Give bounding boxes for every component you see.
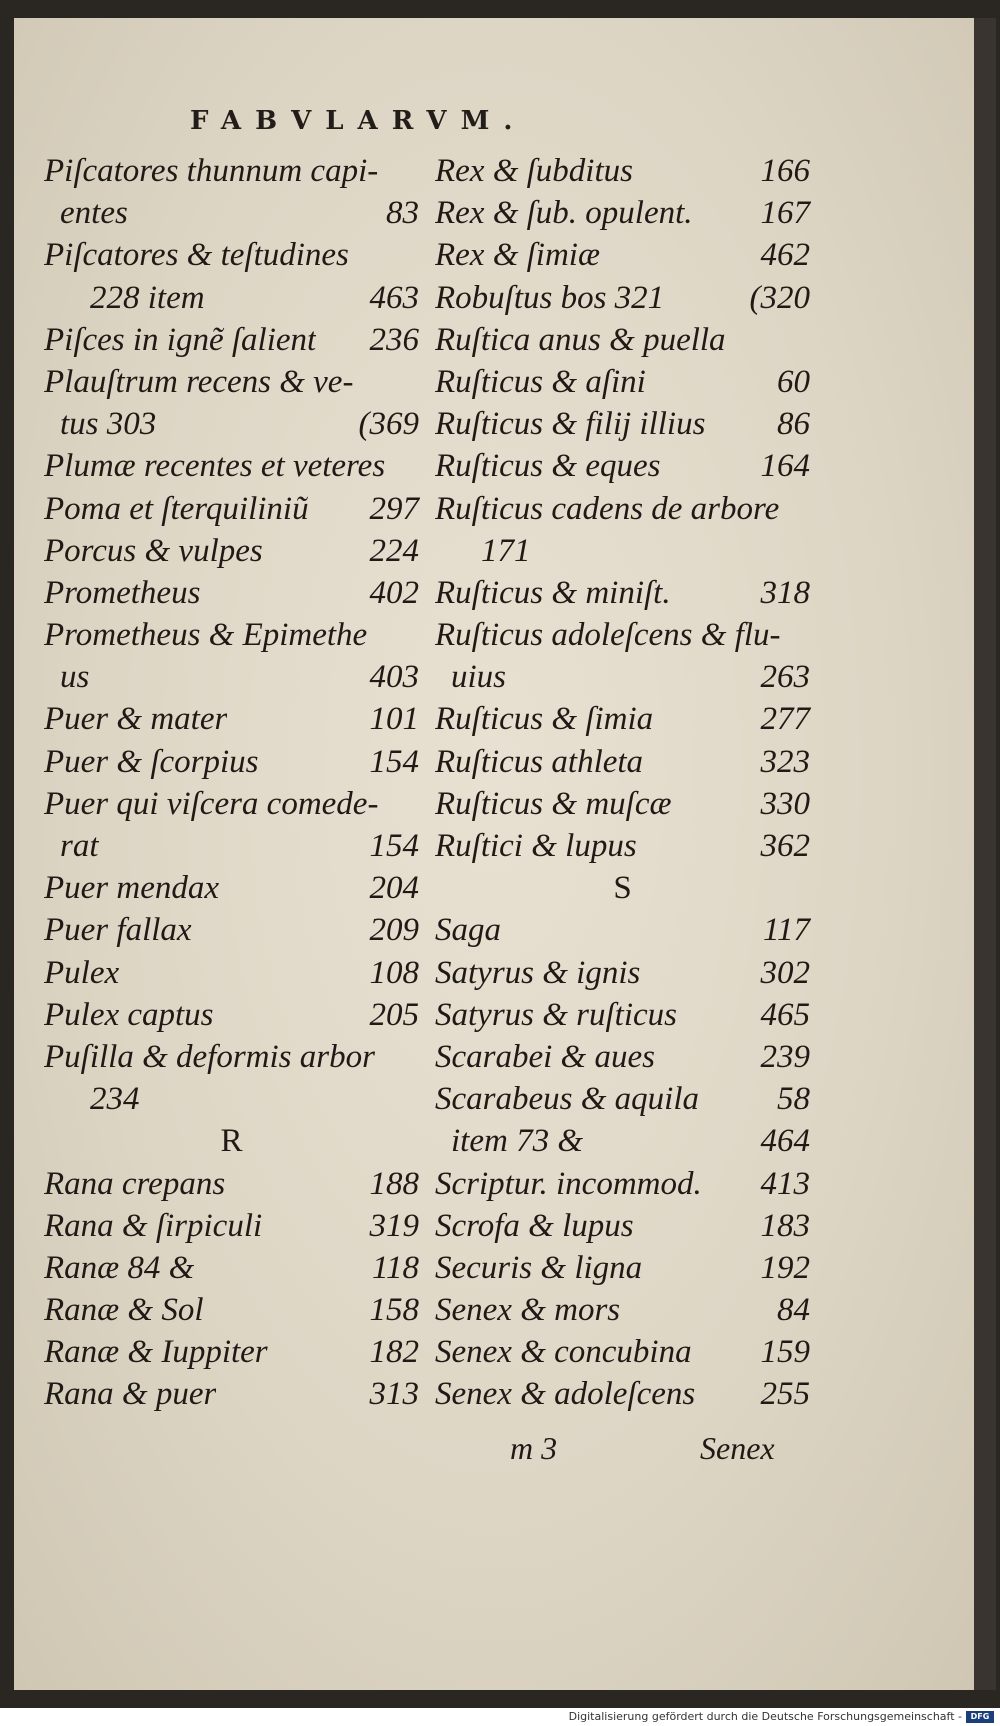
signature-mark: m 3 bbox=[510, 1430, 558, 1466]
catchword: Senex bbox=[700, 1430, 775, 1466]
entry-page-number: 204 bbox=[369, 870, 419, 907]
entry-text: Rex & ſubditus bbox=[435, 153, 633, 189]
index-entry bbox=[44, 445, 419, 487]
entry-page-number: 108 bbox=[369, 954, 419, 991]
entry-page-number: 192 bbox=[760, 1249, 810, 1286]
entry-text: Porcus & vulpes bbox=[44, 532, 263, 569]
page-header: FABVLARVM. bbox=[190, 106, 527, 136]
entry-page-number: 413 bbox=[760, 1165, 810, 1202]
index-entry bbox=[44, 783, 419, 825]
index-entry bbox=[44, 488, 419, 530]
entry-page-number: 159 bbox=[760, 1334, 810, 1371]
entry-text: Rana & ſirpiculi bbox=[44, 1207, 263, 1244]
digitization-credit bbox=[0, 1708, 1000, 1726]
index-entry bbox=[44, 867, 419, 909]
entry-page-number: 263 bbox=[760, 659, 810, 696]
entry-page-number: (369 bbox=[358, 406, 419, 443]
entry-text: Scrofa & lupus bbox=[435, 1207, 634, 1244]
index-entry bbox=[435, 1247, 810, 1289]
index-entry bbox=[435, 150, 810, 192]
index-entry bbox=[44, 825, 419, 867]
entry-text: Rex & ſub. opulent. bbox=[435, 195, 693, 232]
index-entry bbox=[435, 698, 810, 740]
index-entry bbox=[44, 614, 419, 656]
entry-page-number: 154 bbox=[369, 828, 419, 864]
entry-page-number: 164 bbox=[760, 448, 810, 485]
index-entry bbox=[435, 361, 810, 403]
entry-page-number: 362 bbox=[760, 828, 810, 864]
entry-page-number: 464 bbox=[760, 1123, 810, 1160]
index-entry bbox=[435, 445, 810, 487]
entry-text: Piſcatores & teſtudines bbox=[44, 237, 349, 274]
index-entry bbox=[435, 1331, 810, 1373]
index-entry bbox=[435, 994, 810, 1036]
index-entry bbox=[435, 403, 810, 445]
entry-page-number: 239 bbox=[760, 1038, 810, 1075]
entry-page-number: 330 bbox=[760, 785, 810, 822]
entry-page-number: 182 bbox=[369, 1334, 419, 1371]
entry-page-number: 319 bbox=[369, 1207, 419, 1244]
entry-text: Ranæ 84 & bbox=[44, 1249, 195, 1286]
entry-text: Ruſticus & miniſt. bbox=[435, 574, 671, 611]
entry-text: Poma et ſterquiliniũ bbox=[44, 490, 309, 527]
entry-page-number: 205 bbox=[369, 996, 419, 1033]
entry-text: Piſcatores thunnum capi- bbox=[44, 153, 379, 189]
index-entry bbox=[435, 319, 810, 361]
index-entry bbox=[44, 994, 419, 1036]
index-entry bbox=[435, 741, 810, 783]
entry-page-number: (320 bbox=[749, 279, 810, 316]
index-entry bbox=[435, 1036, 810, 1078]
entry-page-number: 118 bbox=[371, 1249, 419, 1286]
entry-text: Puer & ſcorpius bbox=[44, 743, 259, 780]
entry-text: 171 bbox=[481, 532, 531, 569]
entry-text: Scarabei & aues bbox=[435, 1038, 655, 1075]
index-entry bbox=[44, 1078, 419, 1120]
entry-text: Puer mendax bbox=[44, 870, 220, 907]
entry-text: Pulex bbox=[44, 954, 120, 991]
entry-page-number: 403 bbox=[369, 659, 419, 696]
entry-page-number: 302 bbox=[760, 954, 810, 991]
index-entry bbox=[44, 1331, 419, 1373]
entry-text: Satyrus & ignis bbox=[435, 954, 641, 991]
entry-text: Ruſticus & eques bbox=[435, 448, 661, 485]
entry-text: Puer fallax bbox=[44, 912, 192, 949]
entry-page-number: 101 bbox=[369, 701, 419, 738]
entry-text: Rana & puer bbox=[44, 1376, 217, 1413]
index-entry bbox=[44, 1205, 419, 1247]
entry-text: Puer & mater bbox=[44, 701, 228, 738]
entry-text: 234 bbox=[90, 1081, 140, 1118]
index-column-right bbox=[435, 150, 810, 1416]
entry-page-number: 255 bbox=[760, 1376, 810, 1413]
credit-text: Digitalisierung gefördert durch die Deutsche Forschungsgemeinschaft - bbox=[568, 1710, 962, 1723]
index-entry bbox=[435, 783, 810, 825]
entry-page-number: 166 bbox=[760, 153, 810, 189]
index-entry bbox=[44, 319, 419, 361]
entry-text: Ruſticus & filij illius bbox=[435, 406, 706, 443]
index-entry bbox=[44, 234, 419, 276]
entry-text: Ruſtici & lupus bbox=[435, 828, 637, 864]
dfg-logo: DFG bbox=[966, 1711, 994, 1723]
entry-text: Plauſtrum recens & ve- bbox=[44, 363, 354, 400]
entry-text: Plumæ recentes et veteres bbox=[44, 448, 386, 485]
entry-text: Puer qui viſcera comede- bbox=[44, 785, 379, 822]
entry-text: S bbox=[613, 870, 632, 907]
entry-page-number: 463 bbox=[369, 279, 419, 316]
index-entry bbox=[44, 150, 419, 192]
index-entry bbox=[44, 952, 419, 994]
entry-page-number: 154 bbox=[369, 743, 419, 780]
entry-text: Scriptur. incommod. bbox=[435, 1165, 702, 1202]
entry-text: Prometheus bbox=[44, 574, 201, 611]
index-entry bbox=[435, 656, 810, 698]
index-entry bbox=[435, 909, 810, 951]
entry-page-number: 117 bbox=[762, 912, 810, 949]
entry-text: Rana crepans bbox=[44, 1165, 226, 1202]
entry-text: Ruſticus & ſimia bbox=[435, 701, 654, 738]
index-entry bbox=[435, 614, 810, 656]
entry-page-number: 402 bbox=[369, 574, 419, 611]
entry-text: rat bbox=[60, 828, 99, 864]
entry-text: Pulex captus bbox=[44, 996, 214, 1033]
entry-text: Ruſticus athleta bbox=[435, 743, 644, 780]
index-entry bbox=[435, 1120, 810, 1162]
entry-text: Saga bbox=[435, 912, 501, 949]
entry-text: entes bbox=[60, 195, 128, 232]
index-entry bbox=[435, 530, 810, 572]
index-entry bbox=[435, 1078, 810, 1120]
entry-text: Ruſticus cadens de arbore bbox=[435, 490, 780, 527]
index-entry bbox=[44, 1289, 419, 1331]
index-column-left bbox=[44, 150, 419, 1416]
entry-page-number: 318 bbox=[760, 574, 810, 611]
entry-text: item 73 & bbox=[451, 1123, 583, 1160]
entry-text: Scarabeus & aquila bbox=[435, 1081, 699, 1118]
entry-page-number: 58 bbox=[777, 1081, 810, 1118]
entry-page-number: 462 bbox=[760, 237, 810, 274]
index-entry bbox=[435, 1205, 810, 1247]
index-entry bbox=[44, 1120, 419, 1162]
entry-page-number: 86 bbox=[777, 406, 810, 443]
entry-text: Senex & mors bbox=[435, 1292, 621, 1329]
entry-text: Ruſticus & muſcæ bbox=[435, 785, 672, 822]
entry-text: Satyrus & ruſticus bbox=[435, 996, 678, 1033]
index-entry bbox=[435, 192, 810, 234]
entry-page-number: 224 bbox=[369, 532, 419, 569]
entry-page-number: 313 bbox=[369, 1376, 419, 1413]
entry-text: Ruſticus adoleſcens & flu- bbox=[435, 617, 781, 654]
entry-page-number: 277 bbox=[760, 701, 810, 738]
entry-text: Ruſtica anus & puella bbox=[435, 321, 726, 358]
index-entry bbox=[435, 1163, 810, 1205]
entry-text: tus 303 bbox=[60, 406, 157, 443]
index-entry bbox=[44, 698, 419, 740]
entry-page-number: 84 bbox=[777, 1292, 810, 1329]
entry-text: Senex & concubina bbox=[435, 1334, 692, 1371]
index-entry bbox=[44, 192, 419, 234]
entry-text: Puſilla & deformis arbor bbox=[44, 1038, 375, 1075]
index-entry bbox=[435, 488, 810, 530]
index-entry bbox=[44, 530, 419, 572]
entry-page-number: 465 bbox=[760, 996, 810, 1033]
index-entry bbox=[44, 1163, 419, 1205]
index-entry bbox=[44, 1247, 419, 1289]
entry-page-number: 167 bbox=[760, 195, 810, 232]
index-entry bbox=[435, 1289, 810, 1331]
entry-text: us bbox=[60, 659, 90, 696]
entry-page-number: 158 bbox=[369, 1292, 419, 1329]
index-entry bbox=[44, 741, 419, 783]
entry-page-number: 297 bbox=[369, 490, 419, 527]
entry-page-number: 183 bbox=[760, 1207, 810, 1244]
entry-text: Ranæ & Iuppiter bbox=[44, 1334, 268, 1371]
index-entry bbox=[44, 403, 419, 445]
entry-page-number: 60 bbox=[777, 363, 810, 400]
index-entry bbox=[44, 277, 419, 319]
entry-text: Robuſtus bos 321 bbox=[435, 279, 665, 316]
entry-page-number: 83 bbox=[386, 195, 419, 232]
entry-page-number: 188 bbox=[369, 1165, 419, 1202]
index-entry bbox=[435, 1373, 810, 1415]
index-entry bbox=[44, 909, 419, 951]
index-entry bbox=[44, 656, 419, 698]
entry-text: 228 item bbox=[90, 279, 205, 316]
index-entry bbox=[44, 1373, 419, 1415]
index-entry bbox=[435, 572, 810, 614]
index-entry bbox=[435, 825, 810, 867]
entry-text: Piſces in ignẽ ſalient bbox=[44, 321, 317, 358]
entry-text: Prometheus & Epimethe bbox=[44, 617, 368, 654]
index-entry bbox=[435, 277, 810, 319]
index-entry bbox=[435, 952, 810, 994]
index-entry bbox=[44, 1036, 419, 1078]
entry-text: Securis & ligna bbox=[435, 1249, 643, 1286]
entry-text: uius bbox=[451, 659, 507, 696]
entry-page-number: 209 bbox=[369, 912, 419, 949]
entry-text: R bbox=[220, 1123, 243, 1160]
entry-text: Ruſticus & aſini bbox=[435, 363, 646, 400]
entry-text: Senex & adoleſcens bbox=[435, 1376, 696, 1413]
entry-page-number: 323 bbox=[760, 743, 810, 780]
entry-page-number: 236 bbox=[369, 321, 419, 358]
index-entry bbox=[44, 572, 419, 614]
index-entry bbox=[44, 361, 419, 403]
entry-text: Rex & ſimiæ bbox=[435, 237, 600, 274]
index-entry bbox=[435, 234, 810, 276]
index-entry bbox=[435, 867, 810, 909]
entry-text: Ranæ & Sol bbox=[44, 1292, 204, 1329]
